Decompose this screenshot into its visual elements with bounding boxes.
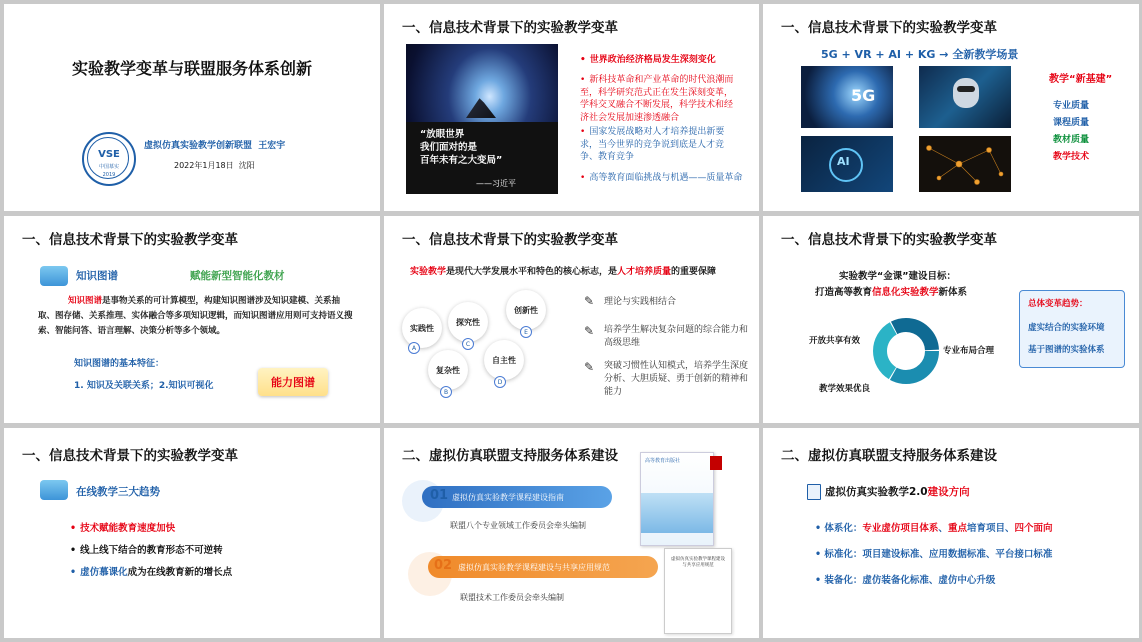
hex-exploratory: 探究性 xyxy=(448,302,488,342)
document-icon xyxy=(807,484,821,500)
book-ribbon xyxy=(710,456,722,470)
hex-tag-d: D xyxy=(494,376,506,388)
quality-item-2: 课程质量 xyxy=(1053,118,1090,128)
trend-item-1: 虚实结合的实验环境 xyxy=(1028,323,1105,333)
quote-author: ——习近平 xyxy=(476,179,516,188)
presentation-city: 沈阳 xyxy=(238,161,255,170)
ai-image xyxy=(801,136,893,192)
slide-6-thumbnail[interactable] xyxy=(763,216,1139,423)
tech-headline: 5G + VR + AI + KG → 全新教学场景 xyxy=(821,48,1019,61)
slide-3-thumbnail[interactable] xyxy=(763,4,1139,211)
guide-item-1[interactable]: 虚拟仿真实验教学课程建设指南 xyxy=(422,486,612,508)
direction-row-1: • 体系化：专业虚仿项目体系、重点培育项目、四个面向 xyxy=(815,523,1053,534)
5g-image xyxy=(801,66,893,128)
quote-line-3: 百年未有之大变局” xyxy=(420,155,503,166)
trend-bullet-1: • 技术赋能教育速度加快 xyxy=(70,523,176,534)
ring-label-teaching-effect: 教学效果优良 xyxy=(819,384,871,394)
knowledge-graph-image xyxy=(919,136,1011,192)
slide2-bullet-1: • 世界政治经济格局发生深刻变化 xyxy=(580,55,716,65)
slide-9-title: 二、虚拟仿真联盟支持服务体系建设 xyxy=(781,448,997,464)
guide-sub-1: 联盟八个专业领域工作委员会牵头编制 xyxy=(450,521,586,530)
quote-line-1: “放眼世界 xyxy=(420,129,465,140)
hex-tag-c: C xyxy=(462,338,474,350)
hex-tag-b: B xyxy=(440,386,452,398)
5g-label: 5G xyxy=(851,86,876,105)
slide2-bullet-2: • 新科技革命和产业革命的时代浪潮而至，科学研究范式正在发生深刻变革，学科交叉融合不断发展，科学技术和经济社会发展加速渗透融合 xyxy=(580,75,734,123)
slide2-bullet-4: • 高等教育面临挑战与机遇——质量革命 xyxy=(580,173,743,183)
slide-5-title: 一、信息技术背景下的实验教学变革 xyxy=(402,232,618,248)
knowledge-graph-heading: 知识图谱 xyxy=(76,270,118,282)
guide-num-2: 02 xyxy=(434,558,453,573)
quality-item-3: 教材质量 xyxy=(1053,135,1090,145)
slide-8-title: 二、虚拟仿真联盟支持服务体系建设 xyxy=(402,448,618,464)
ability-graph-badge: 能力图谱 xyxy=(258,368,328,396)
guide-item-2[interactable]: 虚拟仿真实验教学课程建设与共享应用规范 xyxy=(428,556,658,578)
spec-document-title: 虚拟仿真实验教学课程建设与共享应用规范 xyxy=(671,557,725,568)
features-title: 知识图谱的基本特征： xyxy=(74,359,165,369)
hex-complex: 复杂性 xyxy=(428,350,468,390)
quality-item-1: 专业质量 xyxy=(1053,101,1090,111)
guide-sub-2: 联盟技术工作委员会牵头编制 xyxy=(460,593,564,602)
guide-num-1: 01 xyxy=(430,488,449,503)
new-infrastructure-heading: 教学“新基建” xyxy=(1049,74,1113,85)
slide-3-title: 一、信息技术背景下的实验教学变革 xyxy=(781,20,997,36)
slide-4-title: 一、信息技术背景下的实验教学变革 xyxy=(22,232,238,248)
direction-row-2: • 标准化：项目建设标准、应用数据标准、平台接口标准 xyxy=(815,549,1053,560)
galaxy-image xyxy=(406,44,558,194)
goal-ring-diagram xyxy=(871,316,941,386)
monitor-icon xyxy=(40,480,68,500)
online-trends-heading: 在线教学三大趋势 xyxy=(76,486,160,498)
slide-7-title: 一、信息技术背景下的实验教学变革 xyxy=(22,448,238,464)
alliance-name: 虚拟仿真实验教学创新联盟 xyxy=(144,141,253,151)
quote-line-2: 我们面对的是 xyxy=(420,142,478,153)
slide-2-thumbnail[interactable] xyxy=(384,4,759,211)
hex-innovative: 创新性 xyxy=(506,290,546,330)
vr-robot-image xyxy=(919,66,1011,128)
smart-textbook-heading: 赋能新型智能化教材 xyxy=(190,270,285,282)
slide-4-thumbnail[interactable] xyxy=(4,216,380,423)
slide-6-title: 一、信息技术背景下的实验教学变革 xyxy=(781,232,997,248)
monitor-icon xyxy=(40,266,68,286)
slide-1-title: 实验教学变革与联盟服务体系创新 xyxy=(71,59,312,78)
slide2-bullet-3: • 国家发展战略对人才培养提出新要求，当今世界的竞争说到底是人才竞争、教育竞争 xyxy=(580,127,725,162)
direction-row-3: • 装备化：虚仿装备化标准、虚仿中心升级 xyxy=(815,575,996,586)
trend-box-title: 总体变革趋势： xyxy=(1028,299,1088,309)
knowledge-graph-paragraph: 知识图谱是事物关系的可计算模型，构建知识图谱涉及知识建模、关系抽取、图存储、关系推理、实体融合等多项知识逻辑，而知识图谱应用则可支持语义搜索、智能问答、语言理解、决策分析等多个领域。 xyxy=(38,296,353,336)
experiment-teaching-lead: 实验教学是现代大学发展水平和特色的核心标志，是人才培养质量的重要保障 xyxy=(410,267,717,277)
goal-line-2: 打造高等教育信息化实验教学新体系 xyxy=(815,287,968,298)
point-1: 理论与实践相结合 xyxy=(604,297,677,307)
hex-tag-e: E xyxy=(520,326,532,338)
presentation-date: 2022年1月18日 xyxy=(174,161,234,170)
trend-item-2: 基于图谱的实验体系 xyxy=(1028,345,1105,355)
edit-icon: ✎ xyxy=(584,324,595,338)
trend-box xyxy=(1019,290,1125,368)
hex-autonomous: 自主性 xyxy=(484,340,524,380)
logo-year: 2019 xyxy=(102,172,116,178)
slide-5-thumbnail[interactable] xyxy=(384,216,759,423)
slide-8-thumbnail[interactable] xyxy=(384,428,759,638)
hex-tag-a: A xyxy=(408,342,420,354)
logo-sub: 中国慕实 xyxy=(98,164,119,170)
edit-icon: ✎ xyxy=(584,360,595,374)
goal-line-1: 实验教学“金课”建设目标： xyxy=(839,271,956,282)
direction-heading: 虚拟仿真实验教学2.0建设方向 xyxy=(825,486,970,498)
logo-text: VSE xyxy=(98,149,120,160)
ring-label-major-layout: 专业布局合理 xyxy=(943,346,995,356)
author-name: 王宏宇 xyxy=(258,141,286,151)
trend-bullet-3: • 虚仿慕课化成为在线教育新的增长点 xyxy=(70,567,233,578)
trend-bullet-2: • 线上线下结合的教育形态不可逆转 xyxy=(70,545,223,556)
hex-practical: 实践性 xyxy=(402,308,442,348)
publisher-label: 高等教育出版社 xyxy=(645,458,681,464)
point-2: 培养学生解决复杂问题的综合能力和高级思维 xyxy=(604,325,749,348)
point-3: 突破习惯性认知模式，培养学生深度分析、大胆质疑、勇于创新的精神和能力 xyxy=(604,361,749,397)
guide-book-cover xyxy=(640,452,714,546)
slide-2-title: 一、信息技术背景下的实验教学变革 xyxy=(402,20,618,36)
features-list: 1. 知识及关联关系；2.知识可视化 xyxy=(74,381,214,391)
alliance-logo xyxy=(82,132,136,186)
edit-icon: ✎ xyxy=(584,294,595,308)
spec-document xyxy=(664,548,732,634)
quality-item-4: 教学技术 xyxy=(1053,152,1090,162)
ai-label: AI xyxy=(837,155,850,168)
ring-label-open-share: 开放共享有效 xyxy=(809,336,861,346)
slide-7-thumbnail[interactable] xyxy=(4,428,380,638)
slide-1-thumbnail[interactable] xyxy=(4,4,380,211)
slide-9-thumbnail[interactable] xyxy=(763,428,1139,638)
